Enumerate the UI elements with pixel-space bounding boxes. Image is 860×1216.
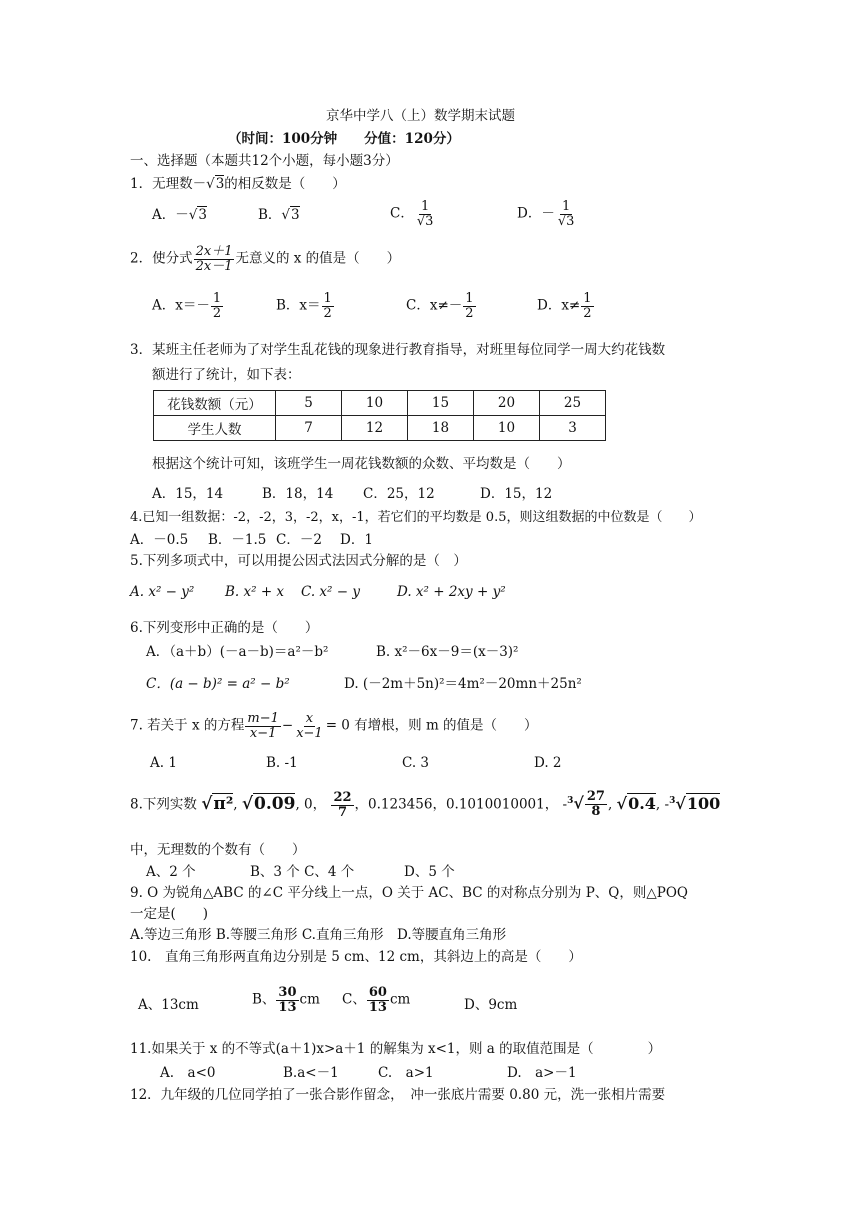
question-11-stem: 11.如果关于 x 的不等式(a＋1)x>a＋1 的解集为 x<1，则 a 的取值范围是（ ）: [130, 1041, 662, 1057]
table-cell: 学生人数: [154, 416, 276, 441]
q5-option-a: A. x² − y²: [130, 584, 195, 600]
question-7-stem: 7. 若关于 x 的方程 $\frac{m-1}{x-1}$ − $\frac{x}{x-1}$ = 0 有增根，则 m 的值是（ ）: [130, 711, 538, 741]
stats-table: [153, 390, 606, 441]
q11-option-b: B.a<－1: [283, 1065, 339, 1081]
exam-subtitle: （时间：100分钟 分值：120分）: [228, 131, 460, 147]
question-1-stem: 1．无理数－√3的相反数是（ ）: [130, 176, 346, 192]
q10-option-c: C、 $\frac{60}{13}$ cm: [342, 985, 411, 1015]
q3-option-c: C．25，12: [363, 486, 435, 502]
table-cell: 20: [474, 391, 540, 416]
question-8-stem: 8.下列实数 √π², √0.09, 0， $\frac{22}{7}$ ，0.123456，0.1010010001， -$^3$√ $\frac{27}{8}$ , √0.4, -$^3$√100: [130, 789, 721, 820]
q8-option-d: D、5 个: [404, 864, 455, 880]
q4-option-a: A．－0.5: [130, 532, 189, 548]
q7-option-a: A. 1: [150, 755, 177, 771]
q9-options: A.等边三角形 B.等腰三角形 C.直角三角形 D.等腰直角三角形: [130, 927, 507, 943]
q10-option-b: B、 $\frac{30}{13}$ cm: [252, 985, 320, 1015]
question-2-stem: 2．使分式 $\frac{2x+1}{2x-1}$ 无意义的 x 的值是（ ）: [130, 244, 401, 274]
question-10-stem: 10. 直角三角形两直角边分别是 5 cm、12 cm，其斜边上的高是（ ）: [130, 949, 582, 965]
q4-option-c: C．－2: [276, 532, 322, 548]
table-row: [154, 416, 606, 441]
q2-option-d: D．x≠ $\frac{1}{2}$: [537, 291, 592, 321]
table-cell: 18: [408, 416, 474, 441]
q6-option-b: B. x²－6x－9＝(x－3)²: [376, 644, 519, 660]
table-cell: 10: [342, 391, 408, 416]
q1-option-c: C． $\frac{1}{√3}$: [390, 199, 434, 229]
question-8-line2: 中，无理数的个数有（ ）: [130, 842, 306, 858]
q1-option-b: B．√3: [258, 207, 300, 223]
table-cell: 花钱数额（元）: [154, 391, 276, 416]
question-12-stem: 12．九年级的几位同学拍了一张合影作留念， 冲一张底片需要 0.80 元，洗一张相片需要: [130, 1087, 666, 1103]
q2-option-b: B．x＝ $\frac{1}{2}$: [276, 291, 332, 321]
q8-option-a: A、2 个: [146, 864, 196, 880]
question-5-stem: 5.下列多项式中，可以用提公因式法因式分解的是（ ）: [130, 553, 467, 569]
q6-option-a: A．（a＋b）(－a－b)＝a²－b²: [146, 644, 329, 660]
q10-option-d: D、9cm: [464, 997, 518, 1013]
table-cell: 5: [276, 391, 342, 416]
q6-option-d: D. (－2m＋5n)²＝4m²－20mn＋25n²: [344, 676, 582, 692]
q11-option-c: C. a>1: [378, 1065, 434, 1081]
q5-option-c: C. x² − y: [301, 584, 360, 600]
table-cell: 10: [474, 416, 540, 441]
q7-option-d: D. 2: [534, 755, 562, 771]
q4-option-b: B．－1.5: [208, 532, 267, 548]
table-cell: 12: [342, 416, 408, 441]
question-4-stem: 4.已知一组数据：-2，-2，3，-2，x，-1，若它们的平均数是 0.5，则这组数据的中位数是（ ）: [130, 510, 702, 525]
table-cell: 3: [540, 416, 606, 441]
question-6-stem: 6.下列变形中正确的是（ ）: [130, 620, 319, 636]
q3-option-b: B．18，14: [262, 486, 334, 502]
table-row: [154, 391, 606, 416]
q11-option-d: D. a>－1: [507, 1065, 577, 1081]
q5-option-d: D. x² + 2xy + y²: [397, 584, 506, 600]
q1-option-d: D．－ $\frac{1}{√3}$: [517, 199, 575, 229]
exam-title: 京华中学八（上）数学期末试题: [326, 108, 515, 124]
q11-option-a: A. a<0: [160, 1065, 216, 1081]
question-3-question: 根据这个统计可知，该班学生一周花钱数额的众数、平均数是（ ）: [152, 456, 571, 472]
q1-option-a: A．－√3: [152, 207, 207, 223]
q2-option-c: C．x≠－ $\frac{1}{2}$: [406, 291, 474, 321]
q3-option-a: A．15，14: [152, 486, 224, 502]
section-heading: 一、选择题（本题共12个小题，每小题3分）: [130, 153, 399, 169]
table-cell: 7: [276, 416, 342, 441]
q7-option-b: B. -1: [266, 755, 298, 771]
table-cell: 25: [540, 391, 606, 416]
q7-option-c: C. 3: [402, 755, 430, 771]
q2-option-a: A．x＝－ $\frac{1}{2}$: [152, 291, 222, 321]
question-3-line1: 3．某班主任老师为了对学生乱花钱的现象进行教育指导，对班里每位同学一周大约花钱数: [130, 342, 666, 358]
table-cell: 15: [408, 391, 474, 416]
q8-option-b: B、3 个 C、4 个: [250, 864, 355, 880]
question-9-line2: 一定是( ): [130, 906, 209, 922]
q10-option-a: A、13cm: [138, 997, 199, 1013]
question-3-line2: 额进行了统计，如下表：: [152, 367, 301, 383]
question-9-line1: 9. O 为锐角△ABC 的∠C 平分线上一点，O 关于 AC、BC 的对称点分别为 P、Q，则△POQ: [130, 885, 688, 901]
q4-option-d: D．1: [340, 532, 373, 548]
q3-option-d: D．15，12: [480, 486, 553, 502]
q5-option-b: B. x² + x: [225, 584, 285, 600]
q6-option-c: C．(a − b)² = a² − b²: [146, 676, 290, 692]
